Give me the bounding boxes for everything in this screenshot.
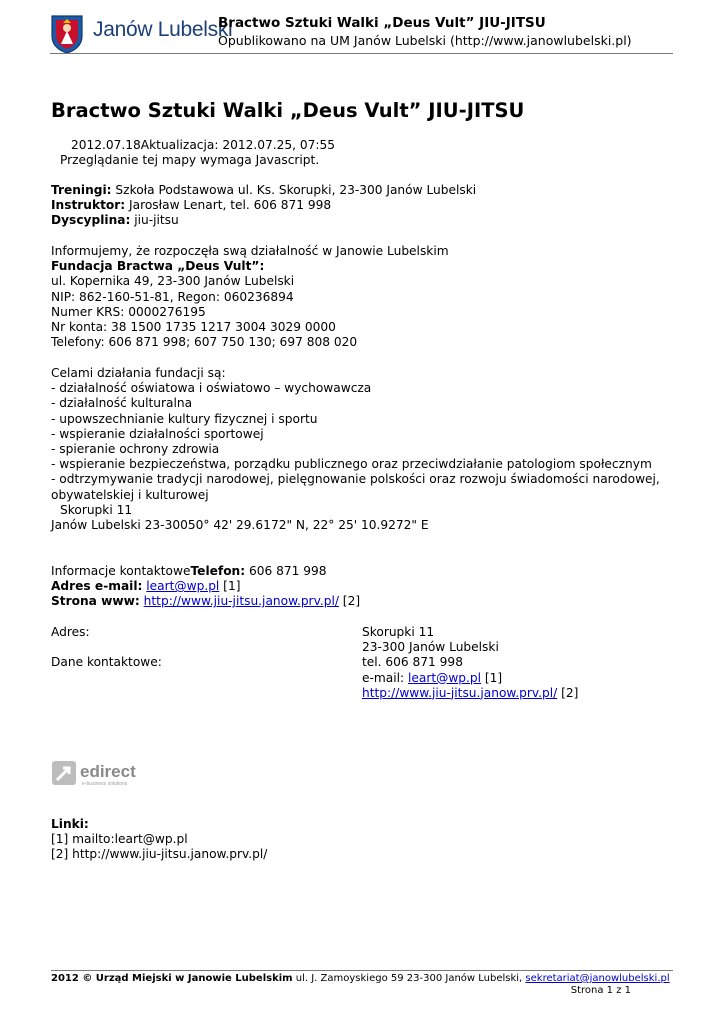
contact-phone-label: Telefon: <box>190 564 246 578</box>
list-item: - działalność oświatowa i oświatowo – wychowawcza <box>51 381 372 396</box>
foundation-phones: Telefony: 606 871 998; 607 750 130; 697 808 020 <box>51 335 358 350</box>
website-link[interactable]: http://www.jiu-jitsu.janow.prv.pl/ <box>143 594 339 609</box>
list-item: - wspieranie bezpieczeństwa, porządku publicznego oraz przeciwdziałanie patologiom społecznym <box>51 457 652 472</box>
trainings-line <box>51 183 676 198</box>
list-item: - upowszechnianie kultury fizycznej i sportu <box>51 411 318 426</box>
list-item: [2] http://www.jiu-jitsu.janow.prv.pl/ <box>51 847 268 862</box>
page-number: Strona 1 z 1 <box>570 985 631 996</box>
discipline-line <box>51 213 676 228</box>
header-title: Bractwo Sztuki Walki „Deus Vult” JIU-JITSU <box>218 15 546 31</box>
foundation-krs: Numer KRS: 0000276195 <box>51 304 206 319</box>
instructor-label: Instruktor: <box>51 198 126 213</box>
header-divider <box>50 53 673 54</box>
list-item: [1] mailto:leart@wp.pl <box>51 832 188 847</box>
foundation-address: ul. Kopernika 49, 23-300 Janów Lubelski <box>51 274 295 289</box>
table-website-link[interactable]: http://www.jiu-jitsu.janow.prv.pl/ <box>362 685 558 700</box>
website-ref: [2] <box>338 594 361 609</box>
goals-heading: Celami działania fundacji są: <box>51 366 226 380</box>
foundation-account: Nr konta: 38 1500 1735 1217 3004 3029 0000 <box>51 320 336 335</box>
location-street: Skorupki 11 <box>60 503 133 517</box>
links-heading: Linki: <box>51 817 89 831</box>
table-website-ref: [2] <box>557 685 579 700</box>
address-line1: Skorupki 11 <box>362 625 435 639</box>
publication-dates: 2012.07.18Aktualizacja: 2012.07.25, 07:55 <box>71 138 335 152</box>
footer-email-link[interactable]: sekretariat@janowlubelski.pl <box>525 973 670 984</box>
list-item: - działalność kulturalna <box>51 396 193 411</box>
page-title: Bractwo Sztuki Walki „Deus Vult” JIU-JITSU <box>51 99 525 122</box>
list-item: obywatelskiej i kulturowej <box>51 487 209 502</box>
edirect-logo-text: edirect <box>80 762 136 781</box>
trainings-value: Szkoła Podstawowa ul. Ks. Skorupki, 23-300 Janów Lubelski <box>111 183 477 197</box>
contact-tel: tel. 606 871 998 <box>362 655 463 670</box>
contact-phone-value: 606 871 998 <box>245 564 327 578</box>
email-ref: [1] <box>219 579 241 594</box>
site-logo-text: Janów Lubelski <box>93 18 233 41</box>
header-subtitle: Opublikowano na UM Janów Lubelski (http://www.janowlubelski.pl) <box>218 33 632 48</box>
address-line2: 23-300 Janów Lubelski <box>362 640 499 655</box>
contact-info-label: Informacje kontaktowe <box>51 564 191 578</box>
footer-address: ul. J. Zamoyskiego 59 23-300 Janów Lubelski, <box>292 973 526 984</box>
trainings-label: Treningi: <box>51 183 112 197</box>
contact-email-prefix: e-mail: <box>362 670 408 685</box>
discipline-value: jiu-jitsu <box>130 213 179 228</box>
table-email-link[interactable]: leart@wp.pl <box>408 670 482 685</box>
foundation-block <box>51 244 676 350</box>
foundation-nip-regon: NIP: 862-160-51-81, Regon: 060236894 <box>51 289 294 304</box>
info-block <box>51 183 676 229</box>
contact-table-values <box>362 625 578 701</box>
location-city-coords: Janów Lubelski 23-30050° 42' 29.6172" N, 22° 25' 10.9272" E <box>51 518 429 532</box>
email-link[interactable]: leart@wp.pl <box>146 579 220 594</box>
foundation-intro: Informujemy, że rozpoczęła swą działalność w Janowie Lubelskim <box>51 244 449 258</box>
contact-block <box>51 564 676 610</box>
map-notice: Przeglądanie tej mapy wymaga Javascript. <box>60 153 320 167</box>
list-item: - wspieranie działalności sportowej <box>51 426 264 441</box>
footer-divider <box>51 970 673 971</box>
details-label: Dane kontaktowe: <box>51 655 162 669</box>
list-item: - odtrzymywanie tradycji narodowej, pielęgnowanie polskości oraz rozwoju świadomości narodowej, <box>51 472 660 487</box>
address-label: Adres: <box>51 625 90 639</box>
edirect-tagline: e-business solutions <box>82 781 128 787</box>
links-block <box>51 817 676 863</box>
goals-block <box>51 366 676 503</box>
footer-text <box>51 973 670 985</box>
instructor-line <box>51 198 676 213</box>
list-item: - spieranie ochrony zdrowia <box>51 442 220 457</box>
footer-copyright: 2012 © Urząd Miejski w Janowie Lubelskim <box>51 973 293 984</box>
foundation-name: Fundacja Bractwa „Deus Vult”: <box>51 259 265 274</box>
contact-email-label: Adres e-mail: <box>51 579 143 594</box>
city-crest-icon <box>50 14 84 54</box>
table-email-ref: [1] <box>481 670 503 685</box>
contact-www-label: Strona www: <box>51 594 140 609</box>
discipline-label: Dyscyplina: <box>51 213 131 228</box>
edirect-logo[interactable] <box>51 758 143 788</box>
instructor-value: Jarosław Lenart, tel. 606 871 998 <box>125 198 332 213</box>
